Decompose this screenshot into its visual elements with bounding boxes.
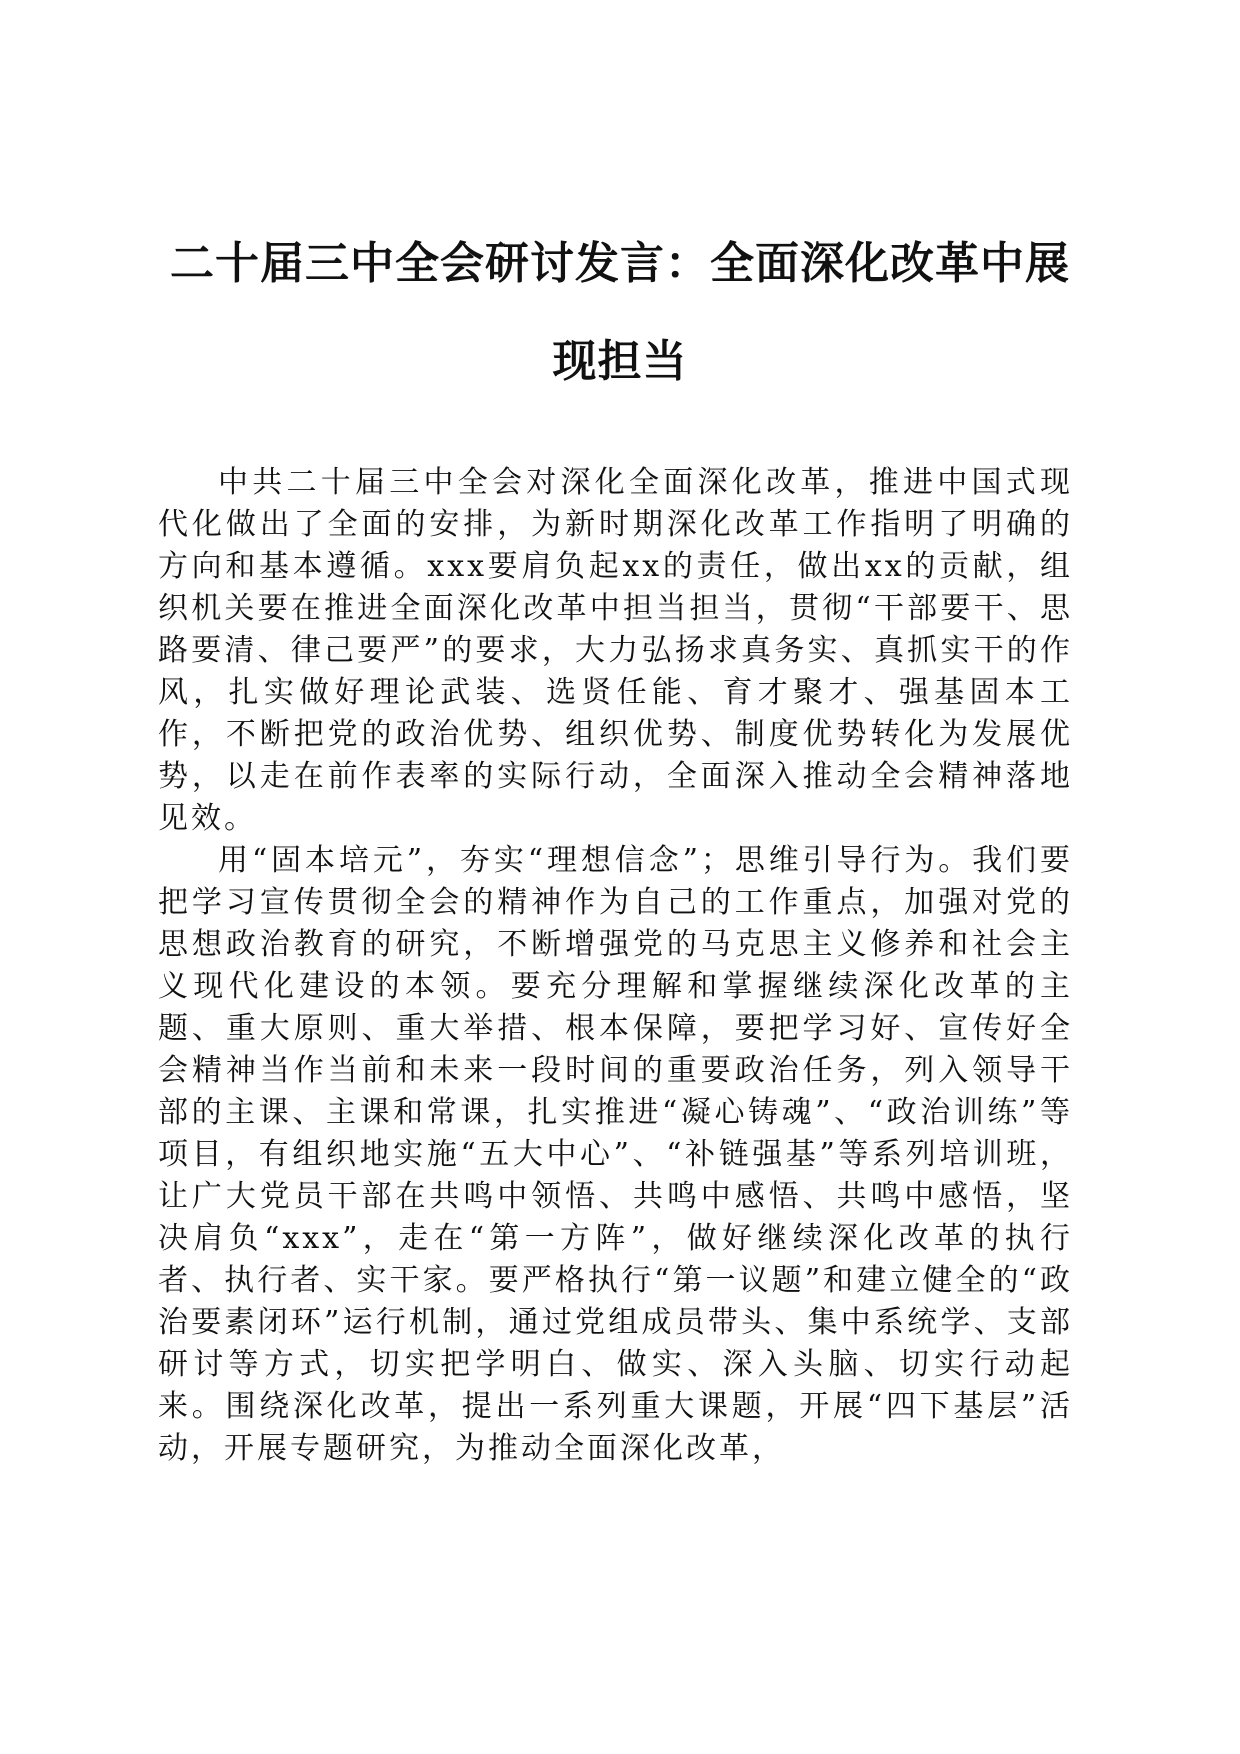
paragraph-ideals: 用“固本培元”，夯实“理想信念”；思维引导行为。我们要把学习宣传贯彻全会的精神作为自己的工作重点，加强对党的思想政治教育的研究，不断增强党的马克思主义修养和社会主义现代化建设的本领。要充分理解和掌握继续深化改革的主题、重大原则、重大举措、根本保障，要把学习好、宣传好全会精神当作当前和未来一段时间的重要政治任务，列入领导干部的主课、主课和常课，扎实推进“凝心铸魂”、“政治训练”等项目，有组织地实施“五大中心”、“补链强基”等系列培训班，让广大党员干部在共鸣中领悟、共鸣中感悟、共鸣中感悟，坚决肩负“xxx”，走在“第一方阵”，做好继续深化改革的执行者、执行者、实干家。要严格执行“第一议题”和建立健全的“政治要素闭环”运行机制，通过党组成员带头、集中系统学、支部研讨等方式，切实把学明白、做实、深入头脑、切实行动起来。围绕深化改革，提出一系列重大课题，开展“四下基层”活动，开展专题研究，为推动全面深化改革， xyxy=(158,843,1073,1466)
document-body xyxy=(158,462,1073,1470)
paragraph-intro: 中共二十届三中全会对深化全面深化改革，推进中国式现代化做出了全面的安排，为新时期深化改革工作指明了明确的方向和基本遵循。xxx要肩负起xx的责任，做出xx的贡献，组织机关要在推进全面深化改革中担当担当，贯彻“干部要干、思路要清、律己要严”的要求，大力弘扬求真务实、真抓实干的作风，扎实做好理论武装、选贤任能、育才聚才、强基固本工作，不断把党的政治优势、组织优势、制度优势转化为发展优势，以走在前作表率的实际行动，全面深入推动全会精神落地见效。 xyxy=(158,465,1073,836)
document-title: 二十届三中全会研讨发言：全面深化改革中展现担当 xyxy=(170,238,1070,387)
